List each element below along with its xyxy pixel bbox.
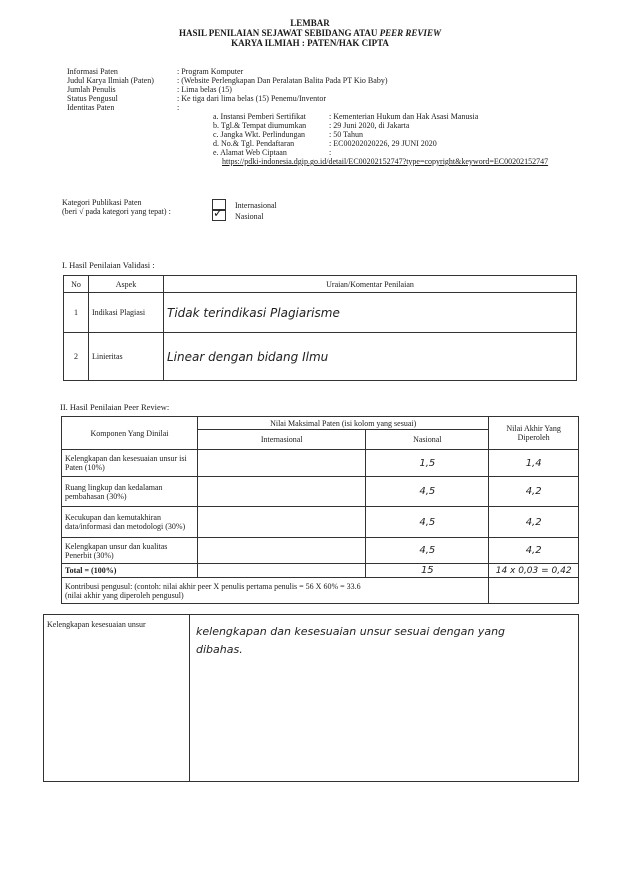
table-row: Ruang lingkup dan kedalaman pembahasan (30%) 4,5 4,2	[62, 477, 579, 507]
kontribusi-row: Kontribusi pengusul: (contoh: nilai akhir peer X penulis pertama penulis = 56 X 60% = 33.6 (nilai akhir yang diperoleh pengusul)	[62, 578, 579, 604]
table-header-row	[62, 417, 579, 430]
title-line-3: KARYA ILMIAH : PATEN/HAK CIPTA	[231, 38, 389, 48]
table-header-row	[64, 276, 577, 293]
col-uraian-header: Uraian/Komentar Penilaian	[164, 276, 577, 293]
checkmark-icon: ✓	[213, 206, 224, 220]
info-row: Identitas Paten :	[67, 103, 180, 112]
identity-row: b. Tgl.& Tempat diumumkan : 29 Juni 2020, di Jakarta	[213, 121, 410, 130]
category-label: Kategori Publikasi Paten (beri √ pada kategori yang tepat) :	[62, 198, 171, 216]
col-aspek-header: Aspek	[89, 276, 164, 293]
identity-row: c. Jangka Wkt. Perlindungan : 50 Tahun	[213, 130, 363, 139]
col-internasional-header: Internasional	[198, 430, 366, 450]
identity-row: a. Instansi Pemberi Sertifikat : Kementerian Hukum dan Hak Asasi Manusia	[213, 112, 479, 121]
total-row: Total = (100%) 15 14 x 0,03 = 0,42	[62, 564, 579, 578]
table-row: 2 Linieritas Linear dengan bidang Ilmu	[64, 333, 577, 381]
title-line-2: HASIL PENILAIAN SEJAWAT SEBIDANG ATAU PEER REVIEW	[179, 28, 441, 38]
col-nasional-header: Nasional	[366, 430, 489, 450]
patent-identity-block	[213, 112, 608, 166]
identity-row: e. Alamat Web Ciptaan :	[213, 148, 332, 157]
option-nasional-label: Nasional	[235, 212, 264, 221]
validation-table	[63, 275, 577, 381]
handwritten-comment: kelengkapan dan kesesuaian unsur sesuai dengan yang dibahas.	[190, 615, 579, 782]
comment-table	[43, 614, 579, 782]
info-row: Status Pengusul : Ke tiga dari lima belas (15) Penemu/Inventor	[67, 94, 327, 103]
section-2-heading: II. Hasil Penilaian Peer Review:	[60, 402, 170, 412]
col-akhir-header: Nilai Akhir Yang Diperoleh	[489, 417, 579, 450]
option-internasional-label: Internasional	[235, 201, 277, 210]
document-title	[0, 18, 620, 48]
web-url-link[interactable]: https://pdki-indonesia.dgip.go.id/detail/EC00202152747?type=copyright&keyword=EC00202152747	[222, 157, 549, 166]
table-row: 1 Indikasi Plagiasi Tidak terindikasi Plagiarisme	[64, 293, 577, 333]
table-row: Kelengkapan dan kesesuaian unsur isi Paten (10%) 1,5 1,4	[62, 450, 579, 477]
peer-review-table	[61, 416, 579, 604]
col-no-header: No	[64, 276, 89, 293]
col-nilai-maks-header: Nilai Maksimal Paten (isi kolom yang sesuai)	[198, 417, 489, 430]
handwritten-comment: Tidak terindikasi Plagiarisme	[164, 293, 577, 333]
info-row: Jumlah Penulis : Lima belas (15)	[67, 85, 232, 94]
identity-row: d. No.& Tgl. Pendaftaran : EC00202020226, 29 JUNI 2020	[213, 139, 437, 148]
info-row: Informasi Paten : Program Komputer	[67, 67, 244, 76]
comment-label: Kelengkapan kesesuaian unsur	[44, 615, 190, 782]
table-row: Kecukupan dan kemutakhiran data/informasi dan metodologi (30%) 4,5 4,2	[62, 507, 579, 538]
handwritten-comment: Linear dengan bidang Ilmu	[164, 333, 577, 381]
patent-info-block	[67, 67, 607, 112]
comment-row	[44, 615, 579, 782]
col-komponen-header: Komponen Yang Dinilai	[62, 417, 198, 450]
table-row: Kelengkapan unsur dan kualitas Penerbit (30%) 4,5 4,2	[62, 538, 579, 564]
section-1-heading: I. Hasil Penilaian Validasi :	[62, 260, 155, 270]
info-row: Judul Karya Ilmiah (Paten) : (Website Perlengkapan Dan Peralatan Balita Pada PT Kio Baby)	[67, 76, 388, 85]
title-line-1: LEMBAR	[290, 18, 330, 28]
